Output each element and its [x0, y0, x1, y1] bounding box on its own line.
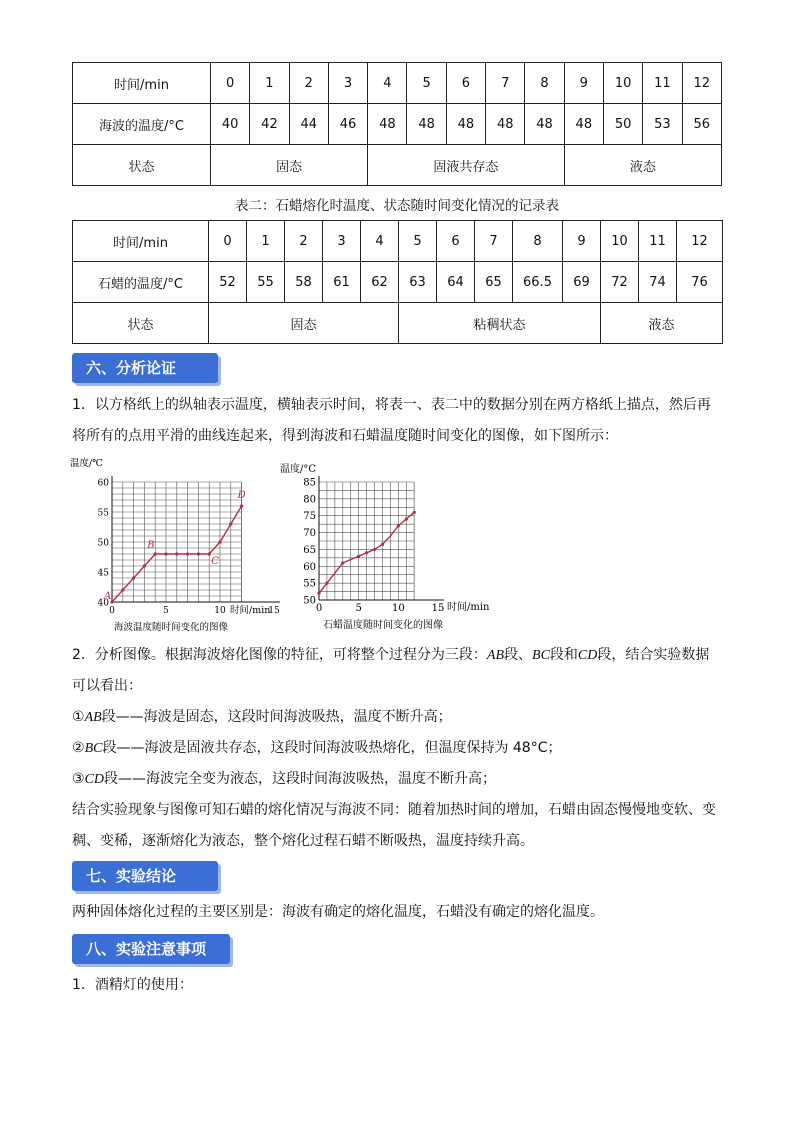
paragraph-conclusion: 两种固体熔化过程的主要区别是：海波有确定的熔化温度，石蜡没有确定的熔化温度。	[72, 904, 604, 920]
item-marker: ③	[72, 771, 85, 787]
table-cell: 3	[323, 221, 361, 262]
table-cell: 5	[399, 221, 437, 262]
table-cell: 48	[368, 104, 407, 145]
paraffin-melting-chart	[275, 458, 505, 636]
table-cell: 12	[682, 63, 721, 104]
table-cell: 4	[361, 221, 399, 262]
data-point	[365, 551, 368, 554]
paragraph-plotting: 1．以方格纸上的纵轴表示温度，横轴表示时间，将表一、表二中的数据分别在两方格纸上描点，然后再将所有的点用平滑的曲线连起来，得到海波和石蜡温度随时间变化的图像，如下图所示：	[72, 397, 711, 444]
table-cell: 1	[250, 63, 289, 104]
point-label: D	[237, 490, 246, 501]
row-label: 时间/min	[73, 63, 211, 104]
table-cell: 74	[639, 262, 677, 303]
paragraph-analysis	[72, 640, 722, 702]
table-row-temp	[73, 104, 722, 145]
item-text: 段——海波完全变为液态，这段时间海波吸热，温度不断升高；	[104, 771, 497, 787]
table-cell: 48	[446, 104, 485, 145]
list-item-ab	[72, 702, 722, 733]
table-cell: 61	[323, 262, 361, 303]
table-cell: 65	[475, 262, 513, 303]
x-tick-label: 0	[109, 606, 115, 616]
state-cell: 固液共存态	[368, 145, 564, 186]
row-label: 海波的温度/°C	[73, 104, 211, 145]
point-label: C	[211, 556, 219, 567]
data-point	[341, 561, 344, 564]
x-axis-label: 时间/min	[230, 605, 271, 616]
state-cell: 液态	[564, 145, 721, 186]
data-point	[154, 552, 157, 555]
state-cell: 粘稠状态	[399, 303, 601, 344]
item-text: 段——海波是固液共存态，这段时间海波吸热熔化，但温度保持为 48°C；	[102, 740, 562, 756]
table-cell: 48	[564, 104, 603, 145]
table-cell: 0	[209, 221, 247, 262]
row-label: 状态	[73, 303, 209, 344]
paraffin-table	[72, 220, 723, 344]
y-tick-label: 55	[97, 508, 109, 519]
point-label: A	[104, 591, 112, 602]
table-cell: 62	[361, 262, 399, 303]
chart-caption: 石蜡温度随时间变化的图像	[323, 620, 443, 631]
data-point	[218, 540, 221, 543]
x-tick-label: 5	[163, 606, 169, 616]
section-heading-conclusion: 七、实验结论	[72, 861, 218, 891]
segment-cd: CD	[577, 648, 598, 663]
table-cell: 64	[437, 262, 475, 303]
y-tick-label: 80	[303, 494, 316, 506]
table-cell: 7	[486, 63, 525, 104]
table-cell: 40	[211, 104, 250, 145]
data-point	[381, 543, 384, 546]
segment-bc: BC	[532, 648, 550, 663]
y-tick-label: 45	[97, 568, 109, 579]
y-tick-label: 75	[303, 511, 316, 523]
table-cell: 3	[328, 63, 367, 104]
item-text: 段——海波是固态，这段时间海波吸热，温度不断升高；	[101, 709, 452, 725]
table-cell: 72	[601, 262, 639, 303]
table-cell: 50	[603, 104, 642, 145]
x-tick-label: 10	[214, 606, 226, 616]
table-row-time	[73, 221, 723, 262]
data-point	[132, 576, 135, 579]
data-point	[357, 555, 360, 558]
section-heading-analysis: 六、分析论证	[72, 353, 218, 383]
table-cell: 8	[513, 221, 563, 262]
data-point	[373, 548, 376, 551]
data-point	[413, 511, 416, 514]
x-tick-label: 5	[355, 603, 362, 614]
analysis-text: 段和	[549, 647, 578, 663]
state-cell: 固态	[211, 145, 368, 186]
paragraph-alcohol-lamp: 1．酒精灯的使用：	[72, 977, 193, 993]
y-tick-label: 70	[303, 528, 316, 540]
table-cell: 11	[643, 63, 682, 104]
analysis-text: 段、	[504, 647, 533, 663]
table-cell: 2	[289, 63, 328, 104]
chart-caption: 海波温度随时间变化的图像	[114, 622, 229, 633]
table-cell: 55	[247, 262, 285, 303]
row-label: 状态	[73, 145, 211, 186]
state-cell: 液态	[601, 303, 723, 344]
table-cell: 69	[563, 262, 601, 303]
item-marker: ①	[72, 709, 85, 725]
data-point	[397, 524, 400, 527]
segment-ab: AB	[84, 710, 102, 725]
segment-ab: AB	[486, 648, 505, 663]
y-tick-label: 40	[97, 598, 109, 609]
table-cell: 11	[639, 221, 677, 262]
table-cell: 10	[603, 63, 642, 104]
analysis-text: 段，结合实验数据可以看出：	[72, 647, 710, 694]
y-axis-label: 温度/℃	[70, 458, 103, 469]
section-heading-precautions: 八、实验注意事项	[72, 934, 230, 964]
data-point	[143, 564, 146, 567]
table-cell: 56	[682, 104, 721, 145]
y-tick-label: 85	[303, 477, 316, 489]
data-point	[240, 504, 243, 507]
table-cell: 9	[563, 221, 601, 262]
table-cell: 48	[525, 104, 564, 145]
y-tick-label: 60	[303, 561, 316, 573]
table-row-state	[73, 145, 722, 186]
table-cell: 4	[368, 63, 407, 104]
table-cell: 2	[285, 221, 323, 262]
table-cell: 44	[289, 104, 328, 145]
data-point	[317, 592, 320, 595]
table-cell: 48	[407, 104, 446, 145]
data-point	[175, 552, 178, 555]
data-point	[186, 552, 189, 555]
table-cell: 42	[250, 104, 289, 145]
list-item-bc	[72, 733, 722, 764]
segment-cd: CD	[84, 772, 105, 787]
x-tick-label: 10	[391, 603, 405, 614]
state-cell: 固态	[209, 303, 399, 344]
table-cell: 46	[328, 104, 367, 145]
row-label: 石蜡的温度/°C	[73, 262, 209, 303]
table-cell: 7	[475, 221, 513, 262]
table-cell: 8	[525, 63, 564, 104]
point-label: B	[147, 540, 155, 551]
y-tick-label: 50	[97, 538, 109, 549]
y-tick-label: 65	[303, 544, 316, 556]
row-label: 时间/min	[73, 221, 209, 262]
table-cell: 9	[564, 63, 603, 104]
table2-caption: 表二：石蜡熔化时温度、状态随时间变化情况的记录表	[235, 198, 559, 214]
data-point	[405, 517, 408, 520]
item-marker: ②	[72, 740, 85, 756]
y-tick-label: 50	[303, 595, 316, 607]
list-item-cd	[72, 764, 722, 795]
table-cell: 66.5	[513, 262, 563, 303]
table-cell: 0	[211, 63, 250, 104]
table-cell: 6	[446, 63, 485, 104]
table-cell: 12	[677, 221, 723, 262]
haibo-melting-chart	[70, 452, 285, 634]
table-cell: 5	[407, 63, 446, 104]
paragraph-comparison: 结合实验现象与图像可知石蜡的熔化情况与海波不同：随着加热时间的增加，石蜡由固态慢慢地变软、变稠、变稀，逐渐熔化为液态，整个熔化过程石蜡不断吸热，温度持续升高。	[72, 802, 716, 849]
table-cell: 52	[209, 262, 247, 303]
haibo-table	[72, 62, 722, 186]
table-cell: 1	[247, 221, 285, 262]
table-cell: 6	[437, 221, 475, 262]
data-point	[121, 588, 124, 591]
table-row-time	[73, 63, 722, 104]
table-row-temp	[73, 262, 723, 303]
table-cell: 63	[399, 262, 437, 303]
table-cell: 48	[486, 104, 525, 145]
segment-bc: BC	[84, 741, 103, 756]
data-point	[229, 522, 232, 525]
table-cell: 58	[285, 262, 323, 303]
y-tick-label: 55	[303, 578, 316, 590]
table-cell: 53	[643, 104, 682, 145]
x-tick-label: 15	[268, 606, 280, 616]
x-tick-label: 0	[315, 603, 323, 614]
data-point	[164, 552, 167, 555]
x-axis-label: 时间/min	[447, 602, 490, 613]
x-tick-label: 15	[431, 603, 445, 614]
analysis-text: 2．分析图像。根据海波熔化图像的特征，可将整个过程分为三段：	[72, 647, 487, 663]
data-point	[197, 552, 200, 555]
table-row-state	[73, 303, 723, 344]
y-tick-label: 60	[97, 478, 109, 489]
table-cell: 10	[601, 221, 639, 262]
y-axis-label: 温度/°C	[280, 464, 317, 475]
table-cell: 76	[677, 262, 723, 303]
data-point	[325, 582, 328, 585]
